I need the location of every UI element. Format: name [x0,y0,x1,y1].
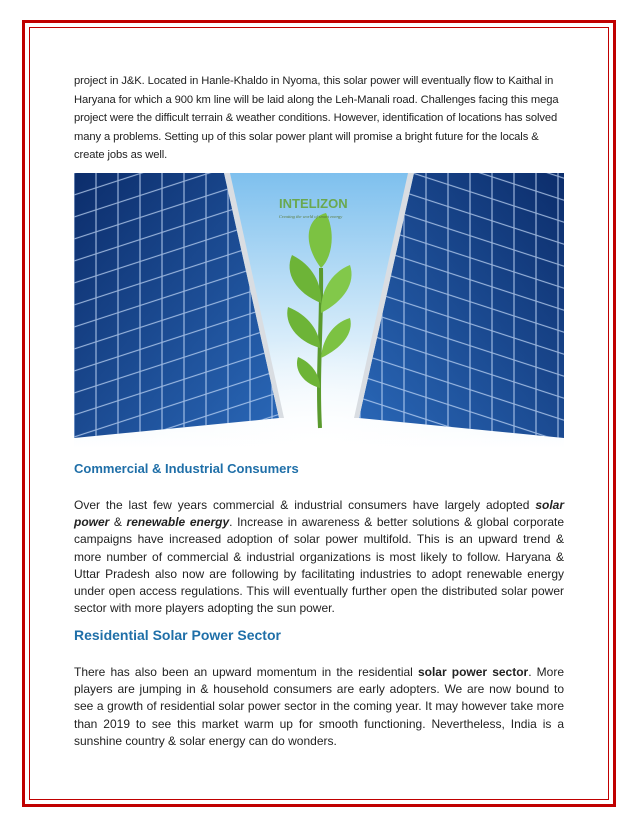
residential-heading: Residential Solar Power Sector [74,627,281,643]
commercial-heading: Commercial & Industrial Consumers [74,461,299,476]
residential-paragraph: There has also been an upward momentum in the residential solar power sector. More players are jumping in & household consumers are early adopters. We are now bound to see a growth of residential solar power sector in the coming year. It may however take more than 2019 to see this market warm up for smooth functioning. Nevertheless, India is a sunshine country & solar energy can do wonders. [74,665,565,748]
brand-tagline: Creating the world of smart energy [279,214,343,219]
solar-panels-image [74,173,564,448]
brand-logo: INTELIZON [279,196,348,211]
intro-paragraph: project in J&K. Located in Hanle-Khaldo in Nyoma, this solar power will eventually flow to Kaithal in Haryana for which a 900 km line will be laid along the Leh-Manali road. Challenges facing this mega project were the difficult terrain & weather conditions. However, identification of locations has solved many a problems. Setting up of this solar power plant will promise a bright future for the locals & create jobs as well. [74,75,559,161]
commercial-paragraph: Over the last few years commercial & industrial consumers have largely adopted solar power & renewable energy. Increase in awareness & better solutions & global corporate campaigns have increased adoption of solar power multifold. This is an upward trend & more number of commercial & industrial organizations is most likely to follow. Haryana & Uttar Pradesh also now are following by facilitating industries to adopt renewable energy under open access regulations. This will eventually further open the distributed solar power sector with more players adopting the sun power. [74,498,564,616]
